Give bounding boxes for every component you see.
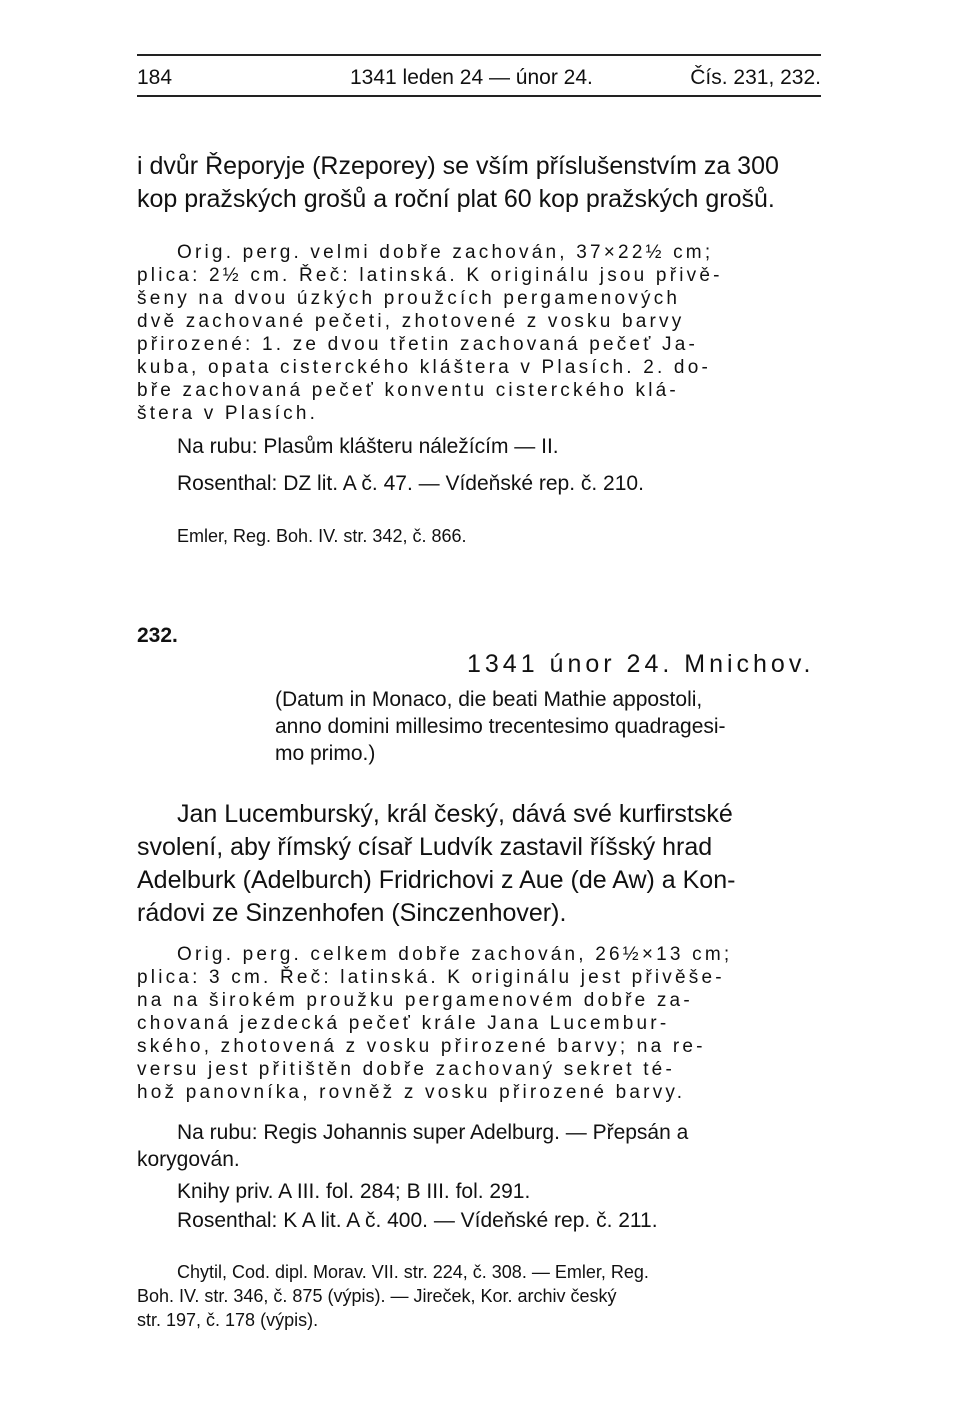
verso-line: korygován. — [137, 1148, 240, 1171]
references: Emler, Reg. Boh. IV. str. 342, č. 866. — [177, 526, 467, 546]
document-number: 232. — [137, 624, 178, 647]
dating-line: (Datum in Monaco, die beati Mathie appostoli, — [275, 688, 703, 711]
description-line: štera v Plasích. — [137, 403, 319, 424]
regest-line: svolení, aby římský císař Ludvík zastavil říšský hrad — [137, 833, 713, 861]
description-line: bře zachovaná pečeť konventu cisterckého klá- — [137, 380, 679, 401]
doc232-regest — [137, 798, 821, 930]
header-date-range: 1341 leden 24 — únor 24. — [350, 66, 593, 89]
dating-line: mo primo.) — [275, 742, 376, 765]
description-line: Orig. perg. velmi dobře zachován, 37×22½ cm; — [177, 242, 714, 263]
header-doc-numbers: Čís. 231, 232. — [690, 66, 821, 89]
knihy-note: Knihy priv. A III. fol. 284; B III. fol. 291. — [177, 1180, 531, 1203]
description-line: versu jest přitištěn dobře zachovaný sekret té- — [137, 1059, 675, 1080]
description-line: hož panovníka, rovněž z vosku přirozené barvy. — [137, 1082, 686, 1103]
description-line: šeny na dvou úzkých proužcích pergamenových — [137, 288, 681, 309]
dating-line: anno domini millesimo trecentesimo quadragesi- — [275, 715, 726, 738]
doc232-description — [137, 943, 821, 1104]
description-line: Orig. perg. celkem dobře zachován, 26½×13 cm; — [177, 944, 733, 965]
regest-line: Jan Lucemburský, král český, dává své kurfirstské — [177, 800, 733, 828]
header-rule — [137, 95, 821, 97]
doc232-knihy — [137, 1178, 821, 1205]
reference-line: Chytil, Cod. dipl. Morav. VII. str. 224, č. 308. — Emler, Reg. — [177, 1262, 649, 1282]
doc232-verso — [137, 1119, 821, 1173]
date-place: 1341 únor 24. Mnichov. — [467, 650, 815, 678]
verso-note: Na rubu: Plasům klášteru náležícím — II. — [177, 435, 559, 458]
doc231-description — [137, 241, 821, 425]
doc231-verso — [137, 433, 821, 460]
description-line: přirozené: 1. ze dvou třetin zachovaná pečeť Ja- — [137, 334, 699, 355]
doc232-dating — [275, 686, 821, 767]
description-line: dvě zachované pečeti, zhotovené z vosku barvy — [137, 311, 685, 332]
doc232-rosenthal — [137, 1207, 821, 1234]
text-line: kop pražských grošů a roční plat 60 kop pražských grošů. — [137, 185, 775, 213]
reference-line: str. 197, č. 178 (výpis). — [137, 1310, 319, 1330]
doc232-number — [137, 622, 821, 649]
doc232-date-place — [467, 648, 827, 681]
description-line: plica: 2½ cm. Řeč: latinská. K originálu jsou přivě- — [137, 265, 723, 286]
rosenthal-note: Rosenthal: K A lit. A č. 400. — Vídeňské rep. č. 211. — [177, 1209, 658, 1232]
description-line: plica: 3 cm. Řeč: latinská. K originálu jest přivěše- — [137, 967, 725, 988]
reference-line: Boh. IV. str. 346, č. 875 (výpis). — Jireček, Kor. archiv český — [137, 1286, 617, 1306]
doc231-references — [137, 524, 821, 548]
top-rule — [137, 54, 821, 56]
description-line: chovaná jezdecká pečeť krále Jana Lucembur- — [137, 1013, 670, 1034]
page-number: 184 — [137, 66, 173, 89]
verso-line: Na rubu: Regis Johannis super Adelburg. — Přepsán a — [177, 1121, 689, 1144]
rosenthal-note: Rosenthal: DZ lit. A č. 47. — Vídeňské rep. č. 210. — [177, 472, 644, 495]
regest-line: Adelburk (Adelburch) Fridrichovi z Aue (de Aw) a Kon- — [137, 866, 736, 894]
doc232-references — [137, 1260, 821, 1332]
description-line: na na širokém proužku pergamenovém dobře za- — [137, 990, 693, 1011]
description-line: kuba, opata cisterckého kláštera v Plasích. 2. do- — [137, 357, 711, 378]
doc231-text — [137, 150, 821, 216]
regest-line: rádovi ze Sinzenhofen (Sinczenhover). — [137, 899, 567, 927]
description-line: ského, zhotovená z vosku přirozené barvy; na re- — [137, 1036, 706, 1057]
running-header — [137, 64, 821, 92]
doc231-rosenthal — [137, 470, 821, 497]
text-line: i dvůr Řeporyje (Rzeporey) se vším příslušenstvím za 300 — [137, 152, 779, 180]
